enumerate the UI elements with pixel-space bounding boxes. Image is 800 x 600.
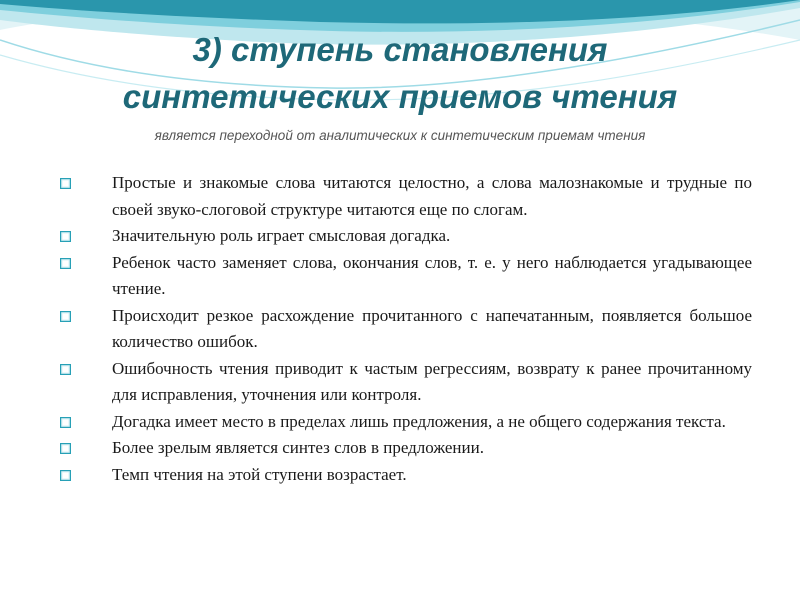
bullet-item bbox=[60, 303, 752, 356]
hollow-square-icon bbox=[60, 311, 71, 322]
bullet-item bbox=[60, 462, 752, 489]
hollow-square-icon bbox=[60, 258, 71, 269]
bullet-text: Простые и знакомые слова читаются целостно, а слова малознакомые и трудные по своей звуко-слоговой структуре читаются еще по слогам. bbox=[112, 173, 752, 219]
bullet-text: Темп чтения на этой ступени возрастает. bbox=[112, 464, 407, 484]
hollow-square-icon bbox=[60, 470, 71, 481]
slide-subtitle: является переходной от аналитических к синтетическим приемам чтения bbox=[154, 128, 646, 143]
bullet-item bbox=[60, 409, 752, 436]
title-line-1: 3) ступень становления bbox=[192, 31, 608, 68]
bullet-item bbox=[60, 356, 752, 409]
bullet-text: Более зрелым является синтез слов в предложении. bbox=[112, 438, 484, 457]
bullet-text: Ошибочность чтения приводит к частым регрессиям, возврату к ранее прочитанному для исправления, уточнения или контроля. bbox=[112, 358, 752, 404]
hollow-square-icon bbox=[60, 231, 71, 242]
hollow-square-icon bbox=[60, 417, 71, 428]
slide-title bbox=[0, 26, 800, 120]
bullet-text: Догадка имеет место в пределах лишь предложения, а не общего содержания текста. bbox=[112, 411, 726, 431]
title-line-2: синтетических приемов чтения bbox=[122, 78, 678, 115]
hollow-square-icon bbox=[60, 364, 71, 375]
bullet-item bbox=[60, 250, 752, 303]
hollow-square-icon bbox=[60, 443, 71, 454]
bullet-item bbox=[60, 223, 752, 250]
bullet-text: Ребенок часто заменяет слова, окончания слов, т. е. у него наблюдается угадывающее чтение. bbox=[112, 252, 752, 298]
hollow-square-icon bbox=[60, 178, 71, 189]
bullet-text: Происходит резкое расхождение прочитанного с напечатанным, появляется большое количество ошибок. bbox=[112, 305, 752, 351]
bullet-list bbox=[60, 170, 752, 488]
bullet-text: Значительную роль играет смысловая догадка. bbox=[112, 226, 451, 245]
bullet-item bbox=[60, 435, 752, 462]
bullet-item bbox=[60, 170, 752, 223]
